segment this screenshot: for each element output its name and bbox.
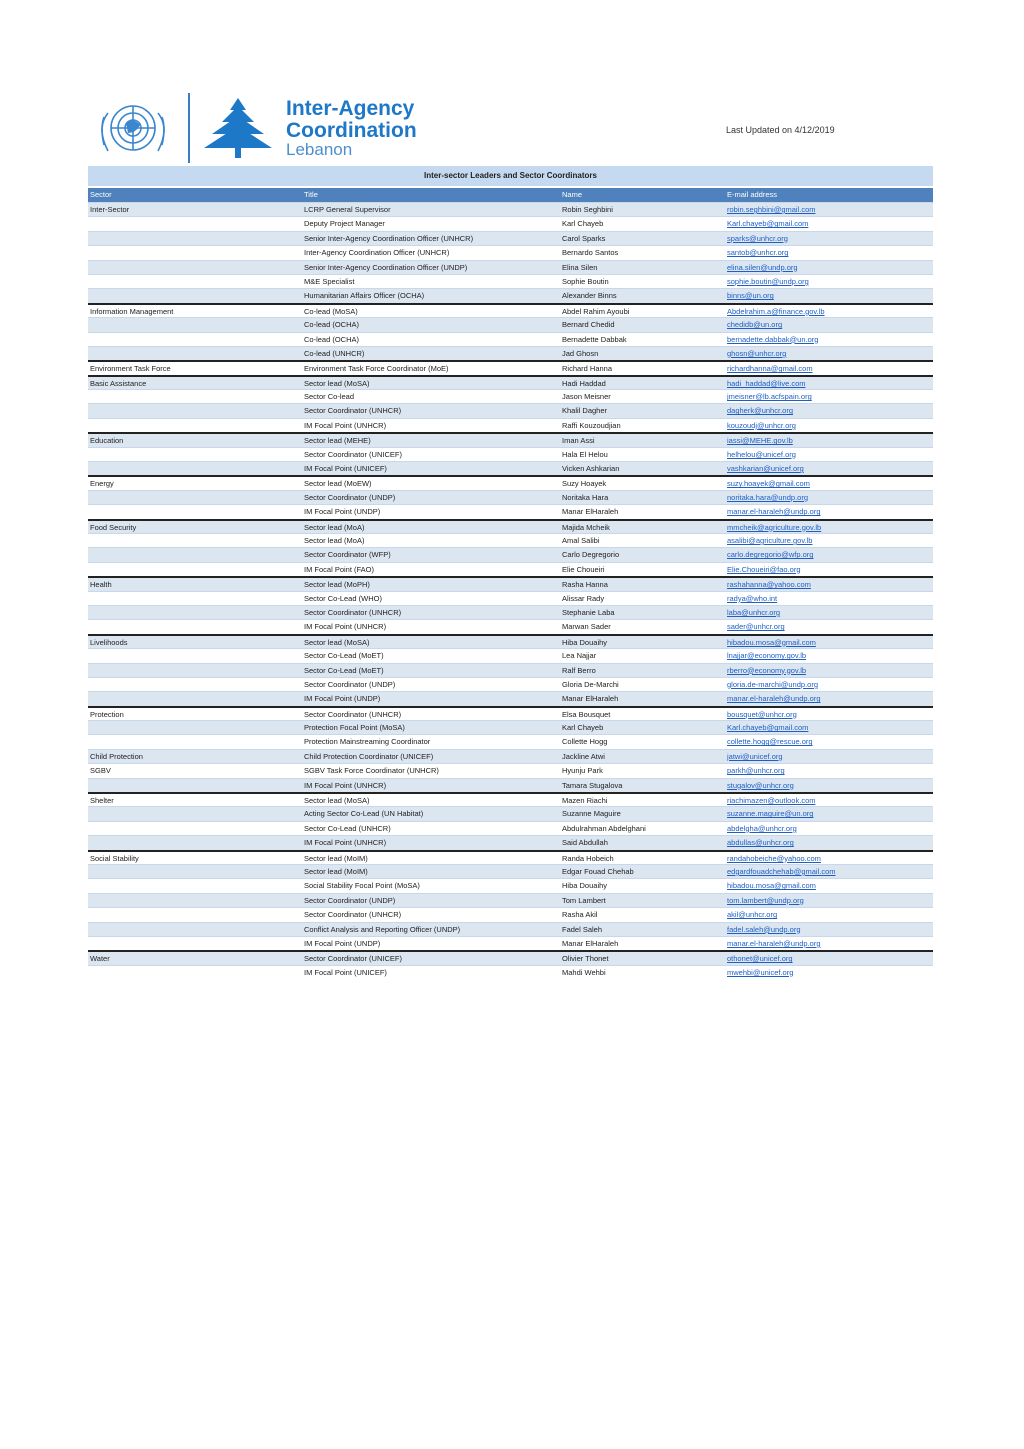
sector-cell xyxy=(88,289,304,302)
sector-cell xyxy=(88,620,304,633)
cedar-icon xyxy=(200,96,276,160)
sector-cell: Education xyxy=(90,436,124,446)
name-cell: Abdel Rahim Ayoubi xyxy=(562,306,630,316)
table-row xyxy=(88,720,933,734)
email-link[interactable]: hibadou.mosa@gmail.com xyxy=(727,637,816,647)
title-cell: IM Focal Point (UNHCR) xyxy=(304,780,387,790)
title-cell: Senior Inter-Agency Coordination Officer (UNHCR) xyxy=(304,233,474,243)
email-link[interactable]: hibadou.mosa@gmail.com xyxy=(727,881,816,891)
email-link[interactable]: richardhanna@gmail.com xyxy=(727,364,813,374)
sector-cell xyxy=(88,779,304,792)
sector-cell: Environment Task Force xyxy=(90,364,171,374)
table-row xyxy=(88,461,933,475)
email-link[interactable]: Elie.Choueiri@fao.org xyxy=(727,564,801,574)
title-cell: Sector lead (MoIM) xyxy=(304,866,368,876)
name-cell: Manar ElHaraleh xyxy=(562,938,619,948)
header-email: E-mail address xyxy=(727,190,778,199)
title-cell: Senior Inter-Agency Coordination Officer (UNDP) xyxy=(304,262,468,272)
name-cell: Hala El Helou xyxy=(562,449,608,459)
name-cell: Vicken Ashkarian xyxy=(562,464,620,474)
sector-cell: Shelter xyxy=(90,796,114,806)
email-link[interactable]: mmcheik@agriculture.gov.lb xyxy=(727,522,822,532)
table-body xyxy=(88,202,933,979)
table-row xyxy=(88,260,933,274)
name-cell: Abdulrahman Abdelghani xyxy=(562,823,646,833)
sector-cell xyxy=(88,865,304,878)
table-row xyxy=(88,403,933,417)
email-link[interactable]: chedidb@un.org xyxy=(727,320,783,330)
name-cell: Karl Chayeb xyxy=(562,723,604,733)
email-link[interactable]: sparks@unhcr.org xyxy=(727,233,788,243)
email-link[interactable]: edgardfouadchehab@gmail.com xyxy=(727,866,836,876)
name-cell: Marwan Sader xyxy=(562,622,611,632)
email-link[interactable]: akil@unhcr.org xyxy=(727,910,778,920)
name-cell: Noritaka Hara xyxy=(562,492,609,502)
sector-cell xyxy=(88,448,304,461)
sector-cell: Food Security xyxy=(90,522,137,532)
table-row xyxy=(88,432,933,446)
title-cell: LCRP General Supervisor xyxy=(304,205,391,214)
email-link[interactable]: dagherk@unhcr.org xyxy=(727,406,793,416)
email-link[interactable]: hadi_haddad@live.com xyxy=(727,378,806,388)
email-link[interactable]: parkh@unhcr.org xyxy=(727,766,785,776)
name-cell: Gloria De-Marchi xyxy=(562,679,619,689)
name-cell: Iman Assi xyxy=(562,436,595,446)
title-cell: Sector Co-lead xyxy=(304,392,355,402)
sector-cell xyxy=(88,347,304,360)
email-link[interactable]: radya@who.int xyxy=(727,593,778,603)
title-cell: Conflict Analysis and Reporting Officer (UNDP) xyxy=(304,924,461,934)
table-row xyxy=(88,691,933,705)
contacts-table xyxy=(88,166,933,979)
table-row xyxy=(88,418,933,432)
email-link[interactable]: suzanne.maguire@un.org xyxy=(727,809,814,819)
table-row xyxy=(88,965,933,979)
title-cell: IM Focal Point (UNDP) xyxy=(304,694,381,704)
title-cell: Sector Co-Lead (MoET) xyxy=(304,651,384,661)
title-cell: Sector Coordinator (UNHCR) xyxy=(304,607,402,617)
table-row xyxy=(88,490,933,504)
title-cell: IM Focal Point (UNHCR) xyxy=(304,420,387,430)
title-cell: Sector lead (MoIM) xyxy=(304,853,368,863)
table-row xyxy=(88,591,933,605)
sector-cell xyxy=(88,333,304,346)
sector-cell xyxy=(88,807,304,820)
sector-cell xyxy=(88,261,304,274)
sector-cell xyxy=(88,563,304,576)
table-header xyxy=(88,188,933,202)
sector-cell xyxy=(88,232,304,245)
title-cell: Sector Coordinator (UNHCR) xyxy=(304,709,402,719)
header-title: Title xyxy=(304,190,318,199)
table-row xyxy=(88,936,933,950)
email-link[interactable]: manar.el-haraleh@undp.org xyxy=(727,507,821,517)
email-link[interactable]: jatwi@unicef.org xyxy=(727,751,783,761)
table-row xyxy=(88,663,933,677)
title-cell: Sector lead (MoSA) xyxy=(304,378,370,388)
email-link[interactable]: randahobeiche@yahoo.com xyxy=(727,853,821,863)
name-cell: Suzy Hoayek xyxy=(562,479,607,489)
email-link[interactable]: kouzoudj@unhcr.org xyxy=(727,420,796,430)
sector-cell: Water xyxy=(90,954,110,964)
name-cell: Robin Seghbini xyxy=(562,205,613,214)
title-cell: IM Focal Point (UNDP) xyxy=(304,938,381,948)
sector-cell xyxy=(88,923,304,936)
title-cell: Sector lead (MoEW) xyxy=(304,479,372,489)
table-row xyxy=(88,806,933,820)
table-row xyxy=(88,605,933,619)
name-cell: Mahdi Wehbi xyxy=(562,967,606,977)
sector-cell xyxy=(88,404,304,417)
sector-cell xyxy=(88,606,304,619)
last-updated: Last Updated on 4/12/2019 xyxy=(726,125,835,135)
sector-cell xyxy=(88,879,304,892)
name-cell: Fadel Saleh xyxy=(562,924,603,934)
email-link[interactable]: iassi@MEHE.gov.lb xyxy=(727,436,793,446)
sector-cell xyxy=(88,462,304,475)
table-row xyxy=(88,850,933,864)
table-row xyxy=(88,778,933,792)
sector-cell xyxy=(88,649,304,662)
sector-cell xyxy=(88,419,304,432)
table-row xyxy=(88,231,933,245)
name-cell: Carol Sparks xyxy=(562,233,606,243)
title-cell: Sector Co-Lead (WHO) xyxy=(304,593,382,603)
sector-cell xyxy=(88,966,304,979)
table-row xyxy=(88,533,933,547)
title-cell: Sector Coordinator (UNDP) xyxy=(304,679,396,689)
sector-cell xyxy=(88,692,304,705)
name-cell: Hadi Haddad xyxy=(562,378,606,388)
name-cell: Richard Hanna xyxy=(562,364,613,374)
name-cell: Edgar Fouad Chehab xyxy=(562,866,634,876)
table-row xyxy=(88,332,933,346)
name-cell: Randa Hobeich xyxy=(562,853,614,863)
table-row xyxy=(88,288,933,302)
title-cell: Sector Coordinator (UNDP) xyxy=(304,492,396,502)
title-cell: IM Focal Point (FAO) xyxy=(304,564,375,574)
title-cell: Sector Coordinator (UNICEF) xyxy=(304,449,402,459)
sector-cell: Basic Assistance xyxy=(90,378,147,388)
title-cell: IM Focal Point (UNHCR) xyxy=(304,622,387,632)
name-cell: Raffi Kouzoudjian xyxy=(562,420,621,430)
email-link[interactable]: riachimazen@outlook.com xyxy=(727,796,816,806)
table-row xyxy=(88,763,933,777)
sector-cell: Protection xyxy=(90,709,124,719)
table-row xyxy=(88,648,933,662)
title-cell: Social Stability Focal Point (MoSA) xyxy=(304,881,420,891)
name-cell: Tom Lambert xyxy=(562,895,606,905)
title-cell: Sector Coordinator (UNHCR) xyxy=(304,406,402,416)
table-row xyxy=(88,619,933,633)
table-row xyxy=(88,447,933,461)
title-cell: Sector Coordinator (UNICEF) xyxy=(304,954,402,964)
title-cell: IM Focal Point (UNDP) xyxy=(304,507,381,517)
logo xyxy=(88,92,417,164)
sector-cell xyxy=(88,592,304,605)
table-row xyxy=(88,922,933,936)
email-link[interactable]: rberro@economy.gov.lb xyxy=(727,665,807,675)
table-row xyxy=(88,519,933,533)
name-cell: Ralf Berro xyxy=(562,665,596,675)
sector-cell xyxy=(88,678,304,691)
sector-cell xyxy=(88,505,304,518)
sector-cell xyxy=(88,275,304,288)
sector-cell xyxy=(88,548,304,561)
email-link[interactable]: fadel.saleh@undp.org xyxy=(727,924,801,934)
table-row xyxy=(88,835,933,849)
title-cell: Sector Coordinator (UNDP) xyxy=(304,895,396,905)
sector-cell: Inter-Sector xyxy=(90,205,130,214)
sector-cell xyxy=(88,217,304,230)
title-cell: Co-lead (UNHCR) xyxy=(304,348,365,358)
title-cell: Sector Co-Lead (MoET) xyxy=(304,665,384,675)
sector-cell: Health xyxy=(90,580,112,590)
sector-cell xyxy=(88,721,304,734)
sector-cell: Livelihoods xyxy=(90,637,128,647)
name-cell: Amal Salibi xyxy=(562,535,600,545)
email-link[interactable]: helhelou@unicef.org xyxy=(727,449,796,459)
name-cell: Tamara Stugalova xyxy=(562,780,623,790)
name-cell: Lea Najjar xyxy=(562,651,597,661)
title-cell: Sector lead (MoA) xyxy=(304,535,365,545)
table-row xyxy=(88,274,933,288)
title-cell: Sector Coordinator (WFP) xyxy=(304,550,391,560)
sector-cell xyxy=(88,534,304,547)
name-cell: Olivier Thonet xyxy=(562,954,609,964)
email-link[interactable]: collette.hogg@rescue.org xyxy=(727,737,813,747)
email-link[interactable]: elina.silen@undp.org xyxy=(727,262,798,272)
name-cell: Rasha Akil xyxy=(562,910,598,920)
sector-cell xyxy=(88,908,304,921)
email-link[interactable]: stugalov@unhcr.org xyxy=(727,780,794,790)
table-row xyxy=(88,547,933,561)
un-emblem-icon xyxy=(88,93,178,163)
table-row xyxy=(88,317,933,331)
title-cell: M&E Specialist xyxy=(304,276,355,286)
email-link[interactable]: othonet@unicef.org xyxy=(727,954,793,964)
title-cell: Inter-Agency Coordination Officer (UNHCR) xyxy=(304,248,450,258)
title-cell: SGBV Task Force Coordinator (UNHCR) xyxy=(304,766,439,776)
sector-cell: Energy xyxy=(90,479,114,489)
name-cell: Manar ElHaraleh xyxy=(562,507,619,517)
name-cell: Jackline Atwi xyxy=(562,751,605,761)
sector-cell: Child Protection xyxy=(90,751,143,761)
name-cell: Bernadette Dabbak xyxy=(562,334,627,344)
sector-cell xyxy=(88,937,304,950)
table-row xyxy=(88,562,933,576)
name-cell: Jason Meisner xyxy=(562,392,611,402)
name-cell: Jad Ghosn xyxy=(562,348,599,358)
name-cell: Said Abdullah xyxy=(562,838,608,848)
email-link[interactable]: carlo.degregorio@wfp.org xyxy=(727,550,814,560)
name-cell: Rasha Hanna xyxy=(562,580,608,590)
email-link[interactable]: Karl.chayeb@gmail.com xyxy=(727,219,809,229)
name-cell: Alexander Binns xyxy=(562,291,617,301)
email-link[interactable]: sophie.boutin@undp.org xyxy=(727,276,809,286)
table-title: Inter-sector Leaders and Sector Coordinators xyxy=(88,166,933,188)
title-cell: IM Focal Point (UNICEF) xyxy=(304,464,387,474)
name-cell: Karl Chayeb xyxy=(562,219,604,229)
title-cell: Sector lead (MoPH) xyxy=(304,580,370,590)
sector-cell: SGBV xyxy=(90,766,111,776)
name-cell: Stephanie Laba xyxy=(562,607,615,617)
logo-line-2: Coordination xyxy=(286,119,417,142)
title-cell: Sector Co-Lead (UNHCR) xyxy=(304,823,391,833)
table-row xyxy=(88,893,933,907)
title-cell: IM Focal Point (UNICEF) xyxy=(304,967,387,977)
email-link[interactable]: santob@unhcr.org xyxy=(727,248,789,258)
sector-cell: Information Management xyxy=(90,306,174,316)
title-cell: Sector lead (MoSA) xyxy=(304,637,370,647)
table-row xyxy=(88,706,933,720)
name-cell: Carlo Degregorio xyxy=(562,550,620,560)
name-cell: Suzanne Maguire xyxy=(562,809,621,819)
name-cell: Collette Hogg xyxy=(562,737,608,747)
title-cell: Humanitarian Affairs Officer (OCHA) xyxy=(304,291,425,301)
table-row xyxy=(88,749,933,763)
email-link[interactable]: abdelgha@unhcr.org xyxy=(727,823,797,833)
title-cell: Sector Coordinator (UNHCR) xyxy=(304,910,402,920)
sector-cell xyxy=(88,894,304,907)
table-row xyxy=(88,907,933,921)
name-cell: Hiba Douaihy xyxy=(562,637,608,647)
name-cell: Hyunju Park xyxy=(562,766,603,776)
email-link[interactable]: noritaka.hara@undp.org xyxy=(727,492,808,502)
logo-divider xyxy=(188,93,190,163)
name-cell: Manar ElHaraleh xyxy=(562,694,619,704)
email-link[interactable]: jmeisner@lb.acfspain.org xyxy=(727,392,812,402)
sector-cell xyxy=(88,491,304,504)
name-cell: Elina Silen xyxy=(562,262,598,272)
name-cell: Mazen Riachi xyxy=(562,796,608,806)
title-cell: Deputy Project Manager xyxy=(304,219,385,229)
email-link[interactable]: gloria.de-marchi@undp.org xyxy=(727,679,818,689)
email-link[interactable]: vashkarian@unicef.org xyxy=(727,464,804,474)
sector-cell xyxy=(88,318,304,331)
email-link[interactable]: manar.el-haraleh@undp.org xyxy=(727,938,821,948)
name-cell: Bernard Chedid xyxy=(562,320,615,330)
title-cell: Child Protection Coordinator (UNICEF) xyxy=(304,751,434,761)
name-cell: Hiba Douaihy xyxy=(562,881,608,891)
title-cell: Protection Mainstreaming Coordinator xyxy=(304,737,431,747)
email-link[interactable]: abdullas@unhcr.org xyxy=(727,838,794,848)
table-row xyxy=(88,216,933,230)
table-row xyxy=(88,303,933,317)
title-cell: Environment Task Force Coordinator (MoE) xyxy=(304,364,449,374)
email-link[interactable]: lnajjar@economy.gov.lb xyxy=(727,651,807,661)
name-cell: Majida Mcheik xyxy=(562,522,610,532)
email-link[interactable]: sader@unhcr.org xyxy=(727,622,785,632)
table-row xyxy=(88,878,933,892)
sector-cell xyxy=(88,836,304,849)
title-cell: Sector lead (MEHE) xyxy=(304,436,371,446)
table-row xyxy=(88,576,933,590)
email-link[interactable]: binns@un.org xyxy=(727,291,774,301)
title-cell: Co-lead (OCHA) xyxy=(304,334,360,344)
email-link[interactable]: laba@unhcr.org xyxy=(727,607,781,617)
table-row xyxy=(88,734,933,748)
table-row xyxy=(88,821,933,835)
email-link[interactable]: bernadette.dabbak@un.org xyxy=(727,334,819,344)
name-cell: Alissar Rady xyxy=(562,593,605,603)
logo-line-1: Inter-Agency xyxy=(286,97,415,120)
sector-cell xyxy=(88,822,304,835)
email-link[interactable]: asalibi@agriculture.gov.lb xyxy=(727,535,813,545)
table-row xyxy=(88,202,933,216)
email-link[interactable]: manar.el-haraleh@undp.org xyxy=(727,694,821,704)
table-row xyxy=(88,677,933,691)
table-row xyxy=(88,346,933,360)
email-link[interactable]: ghosn@unhcr.org xyxy=(727,348,787,358)
table-row xyxy=(88,245,933,259)
email-link[interactable]: Karl.chayeb@gmail.com xyxy=(727,723,809,733)
name-cell: Elsa Bousquet xyxy=(562,709,611,719)
sector-cell xyxy=(88,664,304,677)
name-cell: Elie Choueiri xyxy=(562,564,605,574)
title-cell: Co-lead (MoSA) xyxy=(304,306,358,316)
header-name: Name xyxy=(562,190,583,199)
table-row xyxy=(88,634,933,648)
email-link[interactable]: tom.lambert@undp.org xyxy=(727,895,804,905)
title-cell: Acting Sector Co-Lead (UN Habitat) xyxy=(304,809,424,819)
email-link[interactable]: bousquet@unhcr.org xyxy=(727,709,797,719)
sector-cell: Social Stability xyxy=(90,853,139,863)
name-cell: Khalil Dagher xyxy=(562,406,608,416)
table-row xyxy=(88,375,933,389)
title-cell: Co-lead (OCHA) xyxy=(304,320,360,330)
table-row xyxy=(88,864,933,878)
table-row xyxy=(88,389,933,403)
sector-cell xyxy=(88,390,304,403)
title-cell: Sector lead (MoA) xyxy=(304,522,365,532)
sector-cell xyxy=(88,246,304,259)
email-link[interactable]: rashahanna@yahoo.com xyxy=(727,580,811,590)
title-cell: Sector lead (MoSA) xyxy=(304,796,370,806)
email-link[interactable]: suzy.hoayek@gmail.com xyxy=(727,479,810,489)
table-row xyxy=(88,504,933,518)
name-cell: Bernardo Santos xyxy=(562,248,619,258)
table-row xyxy=(88,475,933,489)
email-link[interactable]: Abdelrahim.a@finance.gov.lb xyxy=(727,306,825,316)
email-link[interactable]: robin.seghbini@gmail.com xyxy=(727,205,816,214)
sector-cell xyxy=(88,735,304,748)
email-link[interactable]: mwehbi@unicef.org xyxy=(727,967,794,977)
logo-line-3: Lebanon xyxy=(286,140,353,159)
table-row xyxy=(88,792,933,806)
title-cell: Protection Focal Point (MoSA) xyxy=(304,723,405,733)
header-sector: Sector xyxy=(90,190,112,199)
name-cell: Sophie Boutin xyxy=(562,276,609,286)
table-row xyxy=(88,950,933,964)
table-row xyxy=(88,360,933,374)
title-cell: IM Focal Point (UNHCR) xyxy=(304,838,387,848)
